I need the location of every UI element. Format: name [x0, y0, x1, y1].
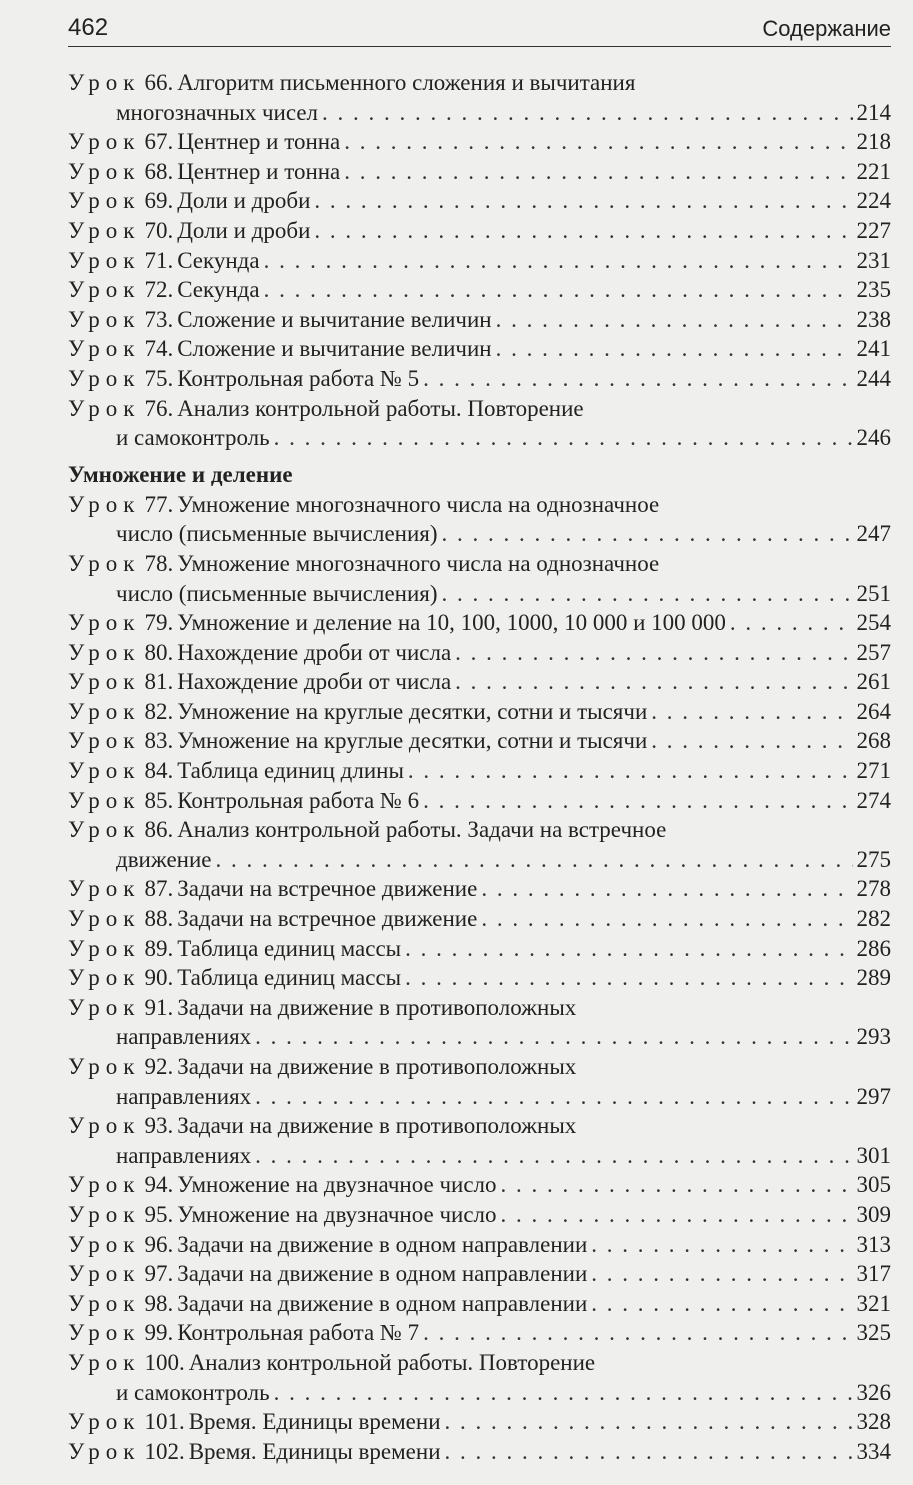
dot-leader	[445, 1407, 853, 1437]
page-ref: 251	[856, 580, 891, 606]
page-ref: 224	[856, 188, 891, 214]
lesson-title: Центнер и тонна	[177, 129, 341, 155]
page-ref: 241	[856, 336, 891, 362]
lesson-label: Урок	[68, 70, 141, 95]
toc-line	[68, 1170, 891, 1200]
toc-entry	[68, 963, 891, 993]
lesson-label: Урок	[68, 550, 141, 576]
page-ref: 293	[856, 1024, 891, 1050]
lesson-label: Урок	[68, 817, 141, 843]
toc-line	[68, 1200, 891, 1230]
lesson-title: Время. Единицы времени	[188, 1438, 441, 1464]
toc-line	[68, 1348, 891, 1378]
toc-entry	[68, 1052, 891, 1111]
toc-line	[68, 726, 891, 756]
lesson-label: Урок	[68, 994, 141, 1020]
lesson-title: Умножение на круглые десятки, сотни и тысячи	[177, 698, 648, 724]
toc-line-continuation	[68, 423, 891, 453]
toc-line	[68, 1289, 891, 1319]
toc-entry	[68, 364, 891, 394]
dot-leader	[442, 579, 853, 609]
page-ref: 289	[856, 965, 891, 991]
toc-line-continuation	[68, 1141, 891, 1171]
lesson-number: 92.	[144, 1054, 174, 1079]
lesson-number: 102.	[144, 1438, 185, 1464]
lesson-number: 94.	[144, 1172, 174, 1198]
toc-entry	[68, 1230, 891, 1260]
page-ref: 268	[856, 728, 891, 754]
lesson-title-continuation: направлениях	[116, 1083, 252, 1109]
lesson-label: Урок	[68, 158, 141, 184]
toc-entry	[68, 127, 891, 157]
page-ref: 282	[856, 906, 891, 932]
lesson-number: 80.	[144, 639, 174, 665]
page-header	[68, 10, 891, 47]
lesson-label: Урок	[68, 965, 141, 991]
toc-line	[68, 1259, 891, 1289]
lesson-label: Урок	[68, 698, 141, 724]
toc-line	[68, 904, 891, 934]
toc-line	[68, 127, 891, 157]
toc-line	[68, 1230, 891, 1260]
dot-leader	[216, 845, 853, 875]
dot-leader	[445, 1437, 853, 1467]
toc-entry	[68, 275, 891, 305]
dot-leader	[501, 1170, 853, 1200]
lesson-title: Задачи на движение в противоположных	[177, 1113, 577, 1139]
lesson-title: Умножение многозначного числа на однозначное	[177, 550, 660, 576]
lesson-label: Урок	[68, 1320, 141, 1346]
page-ref: 246	[856, 425, 891, 451]
lesson-title: Контрольная работа № 7	[177, 1320, 420, 1346]
lesson-number: 95.	[144, 1201, 174, 1227]
lesson-number: 74.	[144, 336, 174, 362]
toc-line	[68, 667, 891, 697]
dot-leader	[730, 608, 853, 638]
page-ref: 309	[856, 1201, 891, 1227]
lesson-label: Урок	[68, 1054, 141, 1079]
lesson-number: 96.	[144, 1231, 174, 1257]
lesson-title: Задачи на встречное движение	[177, 876, 478, 902]
page-ref: 325	[856, 1320, 891, 1346]
lesson-title: Анализ контрольной работы. Повторение	[188, 1349, 596, 1375]
lesson-title: Время. Единицы времени	[188, 1409, 441, 1435]
lesson-title: Умножение на двузначное число	[177, 1172, 497, 1198]
lesson-title: Задачи на движение в противоположных	[177, 1054, 577, 1079]
toc-line	[68, 786, 891, 816]
lesson-number: 66.	[144, 70, 174, 95]
lesson-title: Секунда	[177, 277, 260, 303]
lesson-number: 89.	[144, 935, 174, 961]
toc-entry	[68, 216, 891, 246]
lesson-label: Урок	[68, 277, 141, 303]
lesson-number: 98.	[144, 1290, 174, 1316]
toc-line	[68, 549, 891, 579]
page-ref: 278	[856, 876, 891, 902]
dot-leader	[591, 1230, 852, 1260]
lesson-label: Урок	[68, 1201, 141, 1227]
toc-entry	[68, 490, 891, 549]
toc-line	[68, 334, 891, 364]
lesson-label: Урок	[68, 669, 141, 695]
lesson-title: Контрольная работа № 6	[177, 787, 420, 813]
dot-leader	[455, 638, 852, 668]
lesson-title: Таблица единиц длины	[177, 758, 404, 784]
lesson-label: Урок	[68, 787, 141, 813]
dot-leader	[274, 1378, 853, 1408]
lesson-label: Урок	[68, 876, 141, 902]
lesson-label: Урок	[68, 935, 141, 961]
lesson-title: Анализ контрольной работы. Повторение	[177, 395, 584, 421]
toc-line	[68, 608, 891, 638]
toc-line-continuation	[68, 1022, 891, 1052]
dot-leader	[481, 904, 852, 934]
lesson-number: 84.	[144, 758, 174, 784]
page-ref: 275	[856, 846, 891, 872]
toc-line	[68, 756, 891, 786]
page-ref: 235	[856, 277, 891, 303]
page-ref: 317	[856, 1261, 891, 1287]
dot-leader	[591, 1259, 852, 1289]
toc-line	[68, 934, 891, 964]
lesson-title: Сложение и вычитание величин	[177, 336, 492, 362]
lesson-number: 97.	[144, 1261, 174, 1287]
dot-leader	[405, 934, 852, 964]
toc-entry	[68, 726, 891, 756]
lesson-number: 86.	[144, 817, 174, 843]
dot-leader	[344, 127, 852, 157]
toc-line	[68, 697, 891, 727]
toc-line	[68, 1111, 891, 1141]
toc-line-continuation	[68, 98, 891, 128]
dot-leader	[423, 364, 852, 394]
dot-leader	[481, 874, 852, 904]
lesson-title: Таблица единиц массы	[177, 965, 402, 991]
page-ref: 274	[856, 787, 891, 813]
lesson-title-continuation: направлениях	[116, 1142, 252, 1168]
lesson-label: Урок	[68, 1231, 141, 1257]
lesson-number: 93.	[144, 1113, 174, 1139]
dot-leader	[442, 519, 853, 549]
page-ref: 238	[856, 306, 891, 332]
lesson-title: Секунда	[177, 247, 260, 273]
page-ref: 305	[856, 1172, 891, 1198]
toc-line-continuation	[68, 845, 891, 875]
page-ref: 218	[856, 129, 891, 155]
page-ref: 231	[856, 247, 891, 273]
toc-entry	[68, 608, 891, 638]
dot-leader	[314, 186, 852, 216]
dot-leader	[264, 246, 853, 276]
lesson-number: 67.	[144, 129, 174, 155]
lesson-label: Урок	[68, 129, 141, 155]
toc-entry	[68, 1318, 891, 1348]
lesson-number: 87.	[144, 876, 174, 902]
lesson-title: Умножение на круглые десятки, сотни и тысячи	[177, 728, 648, 754]
lesson-title-continuation: движение	[116, 846, 212, 872]
toc-entry	[68, 638, 891, 668]
lesson-label: Урок	[68, 906, 141, 932]
lesson-title-continuation: и самоконтроль	[116, 425, 270, 451]
toc-entry	[68, 697, 891, 727]
lesson-number: 101.	[144, 1409, 185, 1435]
page-ref: 326	[856, 1379, 891, 1405]
toc-line	[68, 68, 891, 98]
page-ref: 254	[856, 610, 891, 636]
lesson-number: 82.	[144, 698, 174, 724]
lesson-number: 88.	[144, 906, 174, 932]
dot-leader	[255, 1022, 852, 1052]
lesson-title: Нахождение дроби от числа	[177, 639, 452, 665]
table-of-contents	[68, 68, 891, 1466]
toc-line-continuation	[68, 1378, 891, 1408]
toc-line	[68, 246, 891, 276]
lesson-label: Урок	[68, 1261, 141, 1287]
lesson-number: 91.	[144, 994, 174, 1020]
page-ref: 264	[856, 698, 891, 724]
lesson-number: 81.	[144, 669, 174, 695]
toc-entry	[68, 786, 891, 816]
lesson-number: 70.	[144, 217, 174, 243]
toc-line	[68, 305, 891, 335]
toc-entry	[68, 68, 891, 127]
toc-entry	[68, 394, 891, 453]
toc-line	[68, 490, 891, 520]
toc-line	[68, 275, 891, 305]
lesson-label: Урок	[68, 336, 141, 362]
page-ref: 313	[856, 1231, 891, 1257]
toc-entry	[68, 1348, 891, 1407]
toc-line	[68, 394, 891, 424]
page-ref: 244	[856, 365, 891, 391]
running-head: Содержание	[762, 16, 891, 41]
page-number: 462	[68, 14, 109, 41]
toc-entry	[68, 1170, 891, 1200]
toc-entry	[68, 1200, 891, 1230]
lesson-number: 78.	[144, 550, 174, 576]
lesson-title: Таблица единиц массы	[177, 935, 402, 961]
dot-leader	[405, 963, 852, 993]
lesson-number: 71.	[144, 247, 174, 273]
lesson-label: Урок	[68, 365, 141, 391]
lesson-label: Урок	[68, 217, 141, 243]
page-ref: 261	[856, 669, 891, 695]
lesson-label: Урок	[68, 1409, 141, 1435]
lesson-number: 79.	[144, 610, 174, 636]
lesson-title: Сложение и вычитание величин	[177, 306, 492, 332]
lesson-number: 73.	[144, 306, 174, 332]
lesson-label: Урок	[68, 306, 141, 332]
lesson-number: 68.	[144, 158, 174, 184]
lesson-title-continuation: направлениях	[116, 1024, 252, 1050]
lesson-title: Умножение многозначного числа на однозначное	[177, 491, 660, 517]
lesson-label: Урок	[68, 1438, 141, 1464]
dot-leader	[255, 1082, 852, 1112]
lesson-label: Урок	[68, 395, 141, 421]
toc-entry	[68, 1259, 891, 1289]
toc-line-continuation	[68, 1082, 891, 1112]
page-ref: 328	[856, 1409, 891, 1435]
dot-leader	[314, 216, 852, 246]
lesson-title: Задачи на движение в одном направлении	[177, 1231, 588, 1257]
page-ref: 286	[856, 935, 891, 961]
lesson-number: 72.	[144, 277, 174, 303]
toc-line-continuation	[68, 579, 891, 609]
toc-entry	[68, 1111, 891, 1170]
toc-line	[68, 216, 891, 246]
lesson-label: Урок	[68, 1113, 141, 1139]
lesson-title: Доли и дроби	[177, 217, 311, 243]
toc-entry	[68, 186, 891, 216]
page-ref: 297	[856, 1083, 891, 1109]
toc-line	[68, 1052, 891, 1082]
toc-entry	[68, 246, 891, 276]
lesson-label: Урок	[68, 1290, 141, 1316]
toc-entry	[68, 334, 891, 364]
lesson-title: Задачи на движение в одном направлении	[177, 1290, 588, 1316]
toc-line	[68, 815, 891, 845]
page-ref: 271	[856, 758, 891, 784]
dot-leader	[423, 1318, 852, 1348]
page-ref: 227	[856, 217, 891, 243]
lesson-title: Алгоритм письменного сложения и вычитания	[177, 70, 636, 95]
toc-entry	[68, 1437, 891, 1467]
dot-leader	[496, 334, 853, 364]
lesson-title-continuation: и самоконтроль	[116, 1379, 270, 1405]
lesson-number: 75.	[144, 365, 174, 391]
toc-entry	[68, 993, 891, 1052]
dot-leader	[501, 1200, 853, 1230]
toc-line	[68, 157, 891, 187]
dot-leader	[344, 157, 852, 187]
dot-leader	[408, 756, 853, 786]
toc-line	[68, 638, 891, 668]
dot-leader	[264, 275, 853, 305]
page-ref: 257	[856, 639, 891, 665]
toc-entry	[68, 904, 891, 934]
lesson-label: Урок	[68, 610, 141, 636]
dot-leader	[496, 305, 853, 335]
page-ref: 334	[856, 1438, 891, 1464]
lesson-title: Умножение и деление на 10, 100, 1000, 10 000 и 100 000	[177, 610, 726, 636]
toc-line	[68, 1318, 891, 1348]
dot-leader	[423, 786, 852, 816]
lesson-title: Задачи на встречное движение	[177, 906, 478, 932]
toc-line	[68, 364, 891, 394]
lesson-number: 76.	[144, 395, 174, 421]
toc-entry	[68, 305, 891, 335]
lesson-number: 90.	[144, 965, 174, 991]
dot-leader	[651, 697, 852, 727]
toc-line	[68, 963, 891, 993]
lesson-label: Урок	[68, 639, 141, 665]
toc-line-continuation	[68, 519, 891, 549]
lesson-title-continuation: число (письменные вычисления)	[116, 580, 438, 606]
lesson-title: Задачи на движение в противоположных	[177, 994, 577, 1020]
dot-leader	[651, 726, 852, 756]
lesson-title: Умножение на двузначное число	[177, 1201, 497, 1227]
lesson-number: 100.	[144, 1349, 185, 1375]
dot-leader	[322, 98, 852, 128]
lesson-number: 85.	[144, 787, 174, 813]
toc-line	[68, 1437, 891, 1467]
lesson-number: 69.	[144, 188, 174, 214]
page-ref: 221	[856, 158, 891, 184]
lesson-label: Урок	[68, 247, 141, 273]
lesson-label: Урок	[68, 1349, 141, 1375]
lesson-label: Урок	[68, 188, 141, 214]
dot-leader	[455, 667, 852, 697]
toc-entry	[68, 934, 891, 964]
page-ref: 321	[856, 1290, 891, 1316]
section-heading: Умножение и деление	[68, 461, 293, 487]
lesson-title: Нахождение дроби от числа	[177, 669, 452, 695]
toc-entry	[68, 549, 891, 608]
lesson-label: Урок	[68, 1172, 141, 1198]
toc-entry	[68, 667, 891, 697]
lesson-title-continuation: число (письменные вычисления)	[116, 521, 438, 547]
toc-line	[68, 874, 891, 904]
toc-entry	[68, 1407, 891, 1437]
lesson-number: 99.	[144, 1320, 174, 1346]
lesson-title: Задачи на движение в одном направлении	[177, 1261, 588, 1287]
toc-entry	[68, 874, 891, 904]
toc-entry	[68, 815, 891, 874]
toc-line	[68, 1407, 891, 1437]
lesson-title: Центнер и тонна	[177, 158, 341, 184]
dot-leader	[255, 1141, 852, 1171]
page-ref: 247	[856, 521, 891, 547]
lesson-number: 83.	[144, 728, 174, 754]
lesson-label: Урок	[68, 491, 141, 517]
lesson-title: Доли и дроби	[177, 188, 311, 214]
toc-entry	[68, 1289, 891, 1319]
lesson-label: Урок	[68, 728, 141, 754]
toc-entry	[68, 756, 891, 786]
dot-leader	[591, 1289, 852, 1319]
lesson-title: Контрольная работа № 5	[177, 365, 420, 391]
toc-line	[68, 993, 891, 1023]
page-ref: 301	[856, 1142, 891, 1168]
toc-line	[68, 186, 891, 216]
page-ref: 214	[856, 99, 891, 125]
lesson-title-continuation: многозначных чисел	[116, 99, 319, 125]
lesson-label: Урок	[68, 758, 141, 784]
dot-leader	[274, 423, 853, 453]
lesson-number: 77.	[144, 491, 174, 517]
toc-entry	[68, 157, 891, 187]
lesson-title: Анализ контрольной работы. Задачи на встречное	[177, 817, 667, 843]
